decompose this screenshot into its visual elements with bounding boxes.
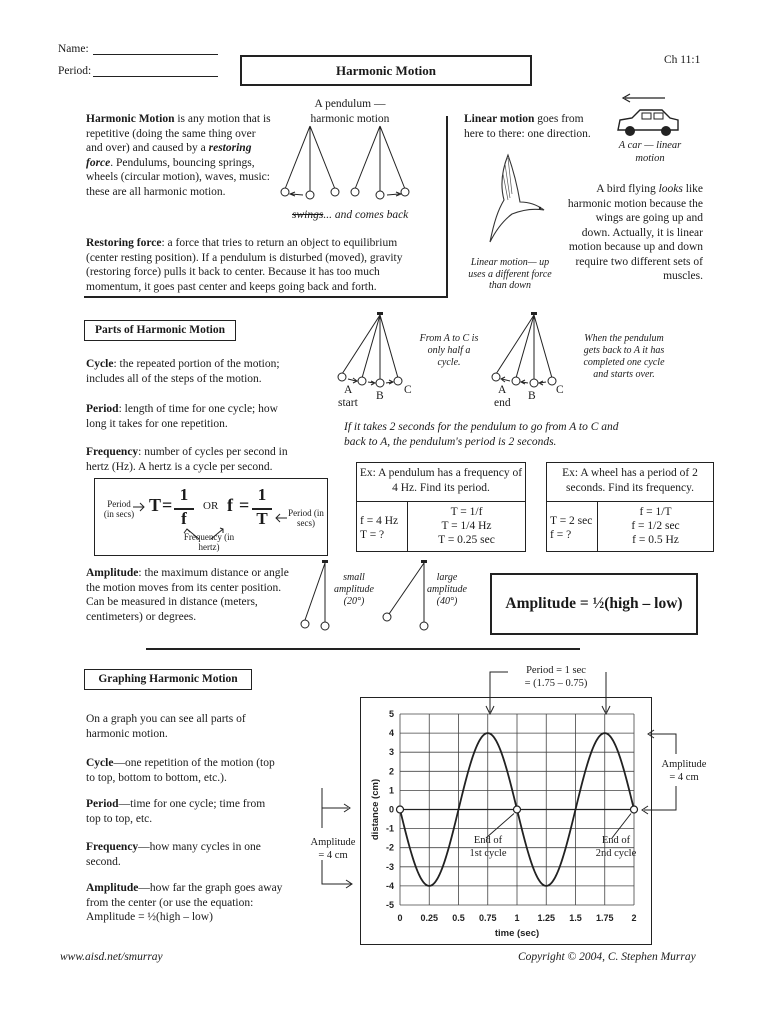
pendulum-bob — [383, 613, 391, 621]
example-1-work3: T = 0.25 sec — [438, 534, 495, 546]
page-title: Harmonic Motion — [335, 63, 436, 78]
x-tick-label: 2 — [631, 913, 637, 923]
formula-T2: T — [256, 509, 268, 528]
pendulum-bob — [492, 373, 500, 381]
amplitude-formula-box — [490, 573, 698, 635]
amplitude-text: : the maximum distance or angle the motion moves from its center position. Can be measured in distance (meters, centimeters) or degrees. — [86, 567, 289, 623]
y-tick-label: 5 — [388, 709, 394, 719]
restoring-text: : a force that tries to return an object to equilibrium (center resting position). If a pendulum is disturbed (moved), gravity (restoring force) pulls it back to center. Because it has too much momentum, it goes past center and keeps going back and forth. — [86, 237, 403, 293]
end1-line2: 1st cycle — [469, 848, 507, 859]
graph-frequency-definition — [86, 840, 281, 869]
swings-rest: ... and comes back — [323, 209, 409, 221]
intro-pendulum-diagram — [275, 124, 425, 204]
motion-arrow — [387, 194, 399, 195]
chapter-label: Ch 11:1 — [664, 54, 701, 66]
pendulum-string — [355, 126, 380, 189]
x-tick-label: 0.5 — [452, 913, 465, 923]
car-window — [642, 113, 651, 119]
car-caption: A car — linear motion — [618, 140, 682, 164]
label-b1: B — [376, 390, 384, 402]
label-c1: C — [404, 384, 412, 396]
formula-f2: f — [227, 495, 233, 515]
bird-text-looks: looks — [658, 183, 683, 195]
example-2-question: Ex: A wheel has a period of 2 seconds. Find its frequency. — [562, 467, 698, 494]
graph-frequency-text: —how many cycles in one second. — [86, 841, 261, 868]
frequency-label: Frequency — [86, 446, 139, 458]
y-tick-label: 3 — [388, 747, 394, 758]
pendulum-string — [380, 315, 398, 378]
pendulum-bob — [530, 379, 538, 387]
x-tick-label: 1.75 — [595, 913, 614, 923]
graph-period-definition — [86, 797, 276, 826]
x-tick-label: 1.25 — [537, 913, 556, 923]
graphing-intro: On a graph you can see all parts of harmonic motion. — [86, 713, 246, 740]
formula-period-label-left: Period (in secs) — [103, 499, 135, 519]
pendulum-bob — [420, 622, 428, 630]
y-axis-label: distance (cm) — [370, 778, 381, 841]
pivot — [322, 560, 328, 563]
arrow-icon — [133, 502, 147, 512]
formula-one1: 1 — [179, 485, 189, 504]
amplitude-label: Amplitude — [86, 567, 139, 579]
formula-or: OR — [203, 500, 219, 512]
pendulum-string — [310, 126, 335, 189]
example-1-given1: f = 4 Hz — [360, 515, 399, 527]
y-tick-label: -1 — [385, 823, 394, 834]
pendulum-bob — [376, 379, 384, 387]
period-line[interactable] — [93, 76, 218, 77]
period-definition — [86, 402, 296, 431]
pivot — [531, 312, 537, 315]
x-tick-label: 0.25 — [420, 913, 439, 923]
large-amplitude-label: large amplitude (40°) — [427, 572, 467, 607]
example-2-work1: f = 1/T — [639, 506, 672, 518]
pendulum-end-diagram — [484, 312, 584, 392]
period-callout-line2: = (1.75 – 0.75) — [524, 678, 588, 689]
example-2-given2: f = ? — [550, 529, 572, 541]
arrow-icon — [273, 513, 287, 523]
label-a2: A — [498, 384, 507, 396]
linear-definition — [464, 112, 604, 141]
car-window — [654, 113, 663, 119]
label-c2: C — [556, 384, 564, 396]
period-text: : length of time for one cycle; how long it takes for one repetition. — [86, 403, 278, 430]
period-note: If it takes 2 seconds for the pendulum to go from A to C and back to A, the pendulum's period is 2 seconds. — [344, 421, 619, 448]
formula-eq1: = — [162, 495, 173, 515]
graph-frequency-label: Frequency — [86, 841, 139, 853]
bird-icon — [478, 150, 558, 250]
y-tick-label: 4 — [388, 728, 394, 739]
formula-frequency-label: Frequency (in hertz) — [183, 532, 235, 552]
graphing-heading: Graphing Harmonic Motion — [84, 669, 252, 690]
graph-amplitude-text: —how far the graph goes away from the center (or use the equation: Amplitude = ½(high – low) — [86, 882, 283, 923]
formula-period-label-right: Period (in secs) — [288, 508, 324, 528]
pendulum-bob — [376, 191, 384, 199]
frequency-text: : number of cycles per second in hertz (Hz). A hertz is a cycle per second. — [86, 446, 288, 473]
end2-line2: 2nd cycle — [595, 848, 637, 859]
end-second-cycle-callout — [588, 834, 644, 860]
footer-url[interactable]: www.aisd.net/smurray — [60, 951, 163, 963]
pendulum-bob — [331, 188, 339, 196]
swings-strike: swings — [292, 209, 324, 221]
example-1-question: Ex: A pendulum has a frequency of 4 Hz. Find its period. — [359, 467, 523, 494]
pendulum-start-diagram — [330, 312, 430, 392]
label-a1: A — [344, 384, 353, 396]
vertical-divider — [446, 116, 448, 298]
harmonic-text-1: is any motion that is repetitive (doing the same thing over and over) and caused by a — [86, 113, 271, 154]
pendulum-string — [389, 563, 424, 614]
example-2-work2: f = 1/2 sec — [631, 520, 680, 532]
graph-amplitude-definition — [86, 881, 286, 925]
car-wheel — [625, 126, 635, 136]
example-2-given1: T = 2 sec — [550, 515, 593, 527]
bird-caption: Linear motion— up uses a different force than down — [468, 257, 552, 291]
example-1-work2: T = 1/4 Hz — [441, 520, 492, 532]
formula-one2: 1 — [257, 485, 267, 504]
pendulum1-note: From A to C is only half a cycle. — [419, 333, 479, 368]
amplitude-right-bracket — [630, 724, 680, 814]
pendulum-string — [516, 315, 534, 378]
amp-right-line1: Amplitude — [661, 759, 707, 770]
pivot — [377, 312, 383, 315]
pendulum-bob — [301, 620, 309, 628]
end1-line1: End of — [473, 835, 503, 846]
formula-eq2: = — [239, 495, 250, 515]
x-tick-label: 1.5 — [569, 913, 582, 923]
pendulum-bob — [548, 377, 556, 385]
y-tick-label: -2 — [385, 842, 394, 853]
period-label: Period: — [58, 65, 92, 77]
pendulum-bob — [281, 188, 289, 196]
x-axis-label: time (sec) — [494, 928, 540, 939]
footer-copyright: Copyright © 2004, C. Stephen Murray — [518, 951, 696, 963]
y-tick-label: -4 — [385, 880, 394, 891]
graph-period-label: Period — [86, 798, 119, 810]
chart-frame — [360, 697, 652, 945]
graph-period-text: —time for one cycle; time from top to top, etc. — [86, 798, 266, 825]
graph-cycle-label: Cycle — [86, 757, 114, 769]
pivot — [421, 560, 427, 563]
bird-text-pre: A bird flying — [596, 183, 659, 195]
amplitude-formula: Amplitude = ½(high – low) — [505, 595, 683, 612]
pendulum-string — [380, 126, 405, 189]
car-wheel — [661, 126, 671, 136]
parts-heading: Parts of Harmonic Motion — [84, 320, 236, 341]
y-tick-label: 1 — [388, 785, 394, 796]
restoring-term: restoring force — [86, 142, 252, 169]
x-tick-label: 0 — [397, 913, 403, 923]
pendulum-string — [342, 315, 380, 374]
pendulum-bob — [394, 377, 402, 385]
example-divider — [357, 501, 525, 502]
restoring-label: Restoring force — [86, 237, 162, 249]
example-2-work3: f = 0.5 Hz — [632, 534, 679, 546]
y-tick-label: -3 — [385, 861, 394, 872]
pendulum-bob — [351, 188, 359, 196]
pendulum-string — [496, 315, 534, 374]
example-1-given2: T = ? — [360, 529, 385, 541]
bird-eye — [539, 207, 541, 209]
harmonic-term: Harmonic Motion — [86, 113, 175, 125]
period-label-def: Period — [86, 403, 119, 415]
name-line[interactable] — [93, 54, 218, 55]
formula-box — [94, 478, 328, 556]
formula-f1: f — [181, 509, 187, 528]
pendulum-string — [285, 126, 310, 189]
amp-left-line1: Amplitude — [310, 837, 356, 848]
example-divider — [547, 501, 713, 502]
swings-caption — [292, 208, 408, 223]
label-start: start — [338, 397, 358, 409]
pendulum-bob — [338, 373, 346, 381]
pendulum-bob — [512, 377, 520, 385]
pendulum2-note: When the pendulum gets back to A it has completed one cycle and starts over. — [583, 333, 665, 380]
y-tick-label: 2 — [388, 766, 394, 777]
graph-amplitude-label: Amplitude — [86, 882, 139, 894]
cycle-text: : the repeated portion of the motion; includes all of the steps of the motion. — [86, 358, 280, 385]
pendulum-caption: A pendulum — harmonic motion — [310, 98, 390, 125]
amplitude-definition — [86, 566, 296, 624]
linear-term: Linear motion — [464, 113, 535, 125]
period-callout-bracket — [482, 668, 632, 718]
graph-cycle-definition — [86, 756, 282, 785]
end-first-cycle-callout — [460, 834, 516, 860]
label-b2: B — [528, 390, 536, 402]
label-end: end — [494, 397, 511, 409]
cycle-label: Cycle — [86, 358, 114, 370]
x-tick-label: 1 — [514, 913, 520, 923]
pendulum-string — [305, 563, 325, 620]
harmonic-text-2: . Pendulums, bouncing springs, wheels (circular motion), waves, music: these are all harmonic motion. — [86, 156, 270, 198]
amp-left-line2: = 4 cm — [318, 850, 348, 861]
example-1-work1: T = 1/f — [450, 506, 483, 518]
y-tick-label: 0 — [388, 804, 394, 815]
pendulum-bob — [306, 191, 314, 199]
name-label: Name: — [58, 43, 89, 55]
pendulum-bob — [358, 377, 366, 385]
bird-description — [565, 182, 703, 284]
formula-T1: T — [149, 495, 162, 515]
bird-text-post: like harmonic motion because the wings are going up and down. Actually, it is linear motion because up and down require two different sets of muscles. — [567, 183, 703, 282]
graph-cycle-text: —one repetition of the motion (top to top, bottom to bottom, etc.). — [86, 757, 275, 784]
horizontal-divider — [84, 296, 448, 298]
x-tick-label: 0.75 — [478, 913, 497, 923]
title-box — [240, 55, 532, 86]
period-callout-line1: Period = 1 sec — [526, 665, 586, 676]
section-divider — [146, 648, 580, 650]
harmonic-definition — [86, 112, 271, 199]
bird-body — [490, 155, 544, 242]
example-1-box — [356, 462, 526, 552]
pendulum-bob — [401, 188, 409, 196]
example-2-box — [546, 462, 714, 552]
y-tick-label: -5 — [385, 900, 394, 910]
linear-text: goes from here to there: one direction. — [464, 113, 591, 140]
amplitude-left-bracket — [318, 788, 368, 898]
cycle-definition — [86, 357, 301, 386]
pendulum-bob — [321, 622, 329, 630]
frequency-definition — [86, 445, 311, 474]
pendulum-string — [534, 315, 552, 378]
small-amplitude-label: small amplitude (20°) — [334, 572, 374, 607]
pendulum-string — [362, 315, 380, 378]
end2-line1: End of — [601, 835, 631, 846]
amp-right-line2: = 4 cm — [669, 772, 699, 783]
restoring-force-definition — [86, 236, 426, 294]
